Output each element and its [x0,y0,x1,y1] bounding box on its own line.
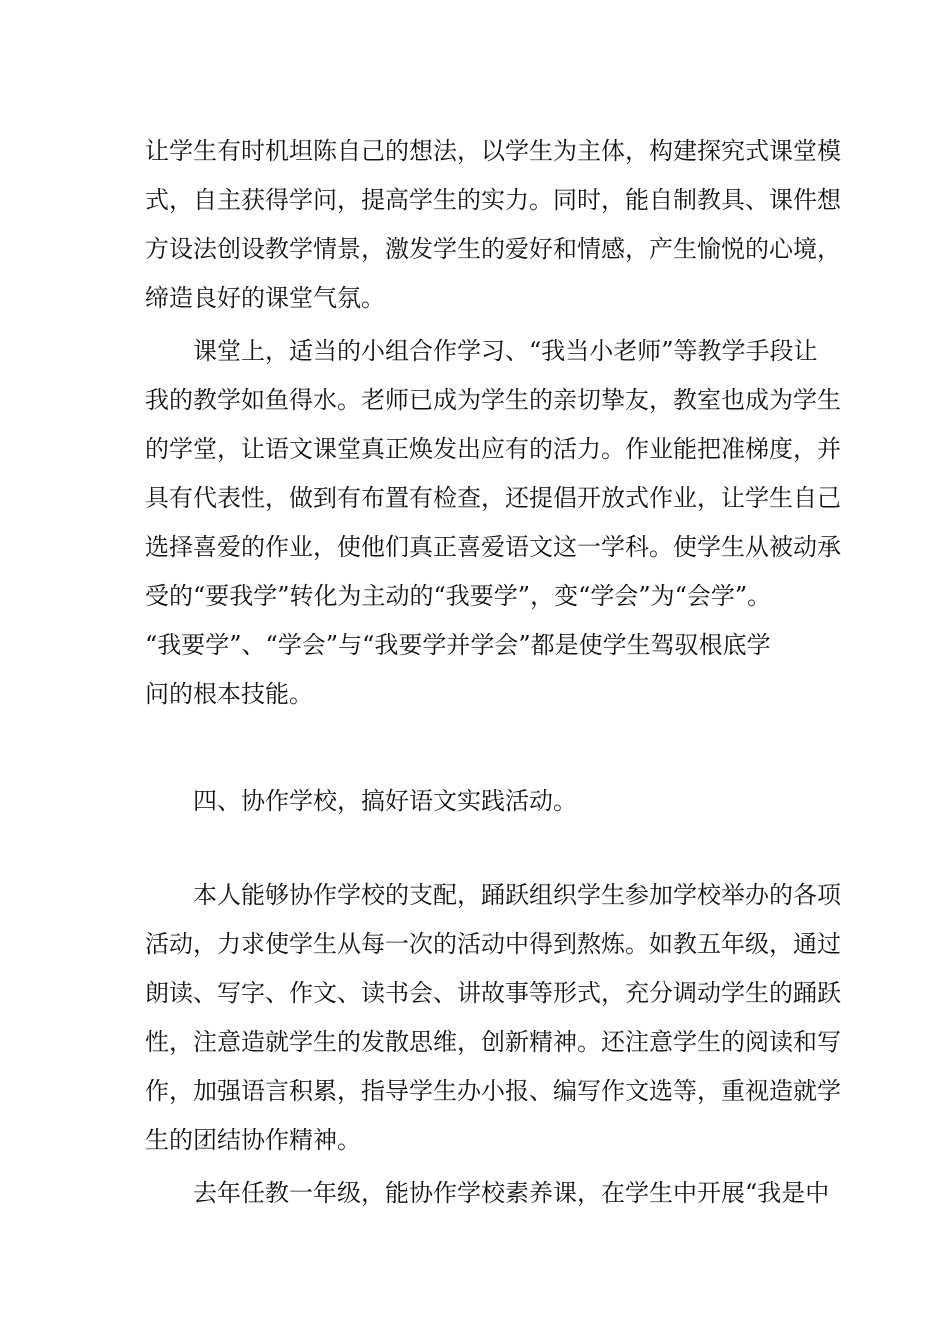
paragraph-1-line-3: 方设法创设教学情景，激发学生的爱好和情感，产生愉悦的心境， [145,235,841,263]
paragraph-2-line-7: “我要学”、“学会”与“我要学并学会”都是使学生驾驭根底学 [145,631,771,659]
paragraph-2-line-3: 的学堂，让语文课堂真正焕发出应有的活力。作业能把准梯度，并 [145,435,841,463]
paragraph-4-line-1: 去年任教一年级，能协作学校素养课，在学生中开展“我是中 [193,1179,830,1207]
paragraph-3-line-3: 朗读、写字、作文、读书会、讲故事等形式，充分调动学生的踊跃 [145,979,841,1007]
paragraph-2-line-8: 问的根本技能。 [145,680,313,708]
paragraph-2-line-2: 我的教学如鱼得水。老师已成为学生的亲切挚友，教室也成为学生 [145,386,841,414]
paragraph-3-line-6: 生的团结协作精神。 [145,1126,361,1154]
paragraph-2-line-4: 具有代表性，做到有布置有检查，还提倡开放式作业，让学生自己 [145,484,841,512]
paragraph-3-line-1: 本人能够协作学校的支配，踊跃组织学生参加学校举办的各项 [193,881,841,909]
paragraph-1-line-2: 式，自主获得学问，提高学生的实力。同时，能自制教具、课件想 [145,186,841,214]
paragraph-1-line-4: 缔造良好的课堂气氛。 [145,284,385,312]
paragraph-1-line-1: 让学生有时机坦陈自己的想法，以学生为主体，构建探究式课堂模 [145,137,841,165]
paragraph-2-line-6: 受的“要我学”转化为主动的“我要学”，变“学会”为“会学”。 [145,582,772,610]
paragraph-2-line-5: 选择喜爱的作业，使他们真正喜爱语文这一学科。使学生从被动承 [145,533,841,561]
section-heading-4: 四、协作学校，搞好语文实践活动。 [193,787,577,815]
paragraph-3-line-2: 活动，力求使学生从每一次的活动中得到熬炼。如教五年级，通过 [145,930,841,958]
paragraph-3-line-5: 作，加强语言积累，指导学生办小报、编写作文选等，重视造就学 [145,1077,841,1105]
paragraph-2-line-1: 课堂上，适当的小组合作学习、“我当小老师”等教学手段让 [193,337,818,365]
paragraph-3-line-4: 性，注意造就学生的发散思维，创新精神。还注意学生的阅读和写 [145,1028,841,1056]
